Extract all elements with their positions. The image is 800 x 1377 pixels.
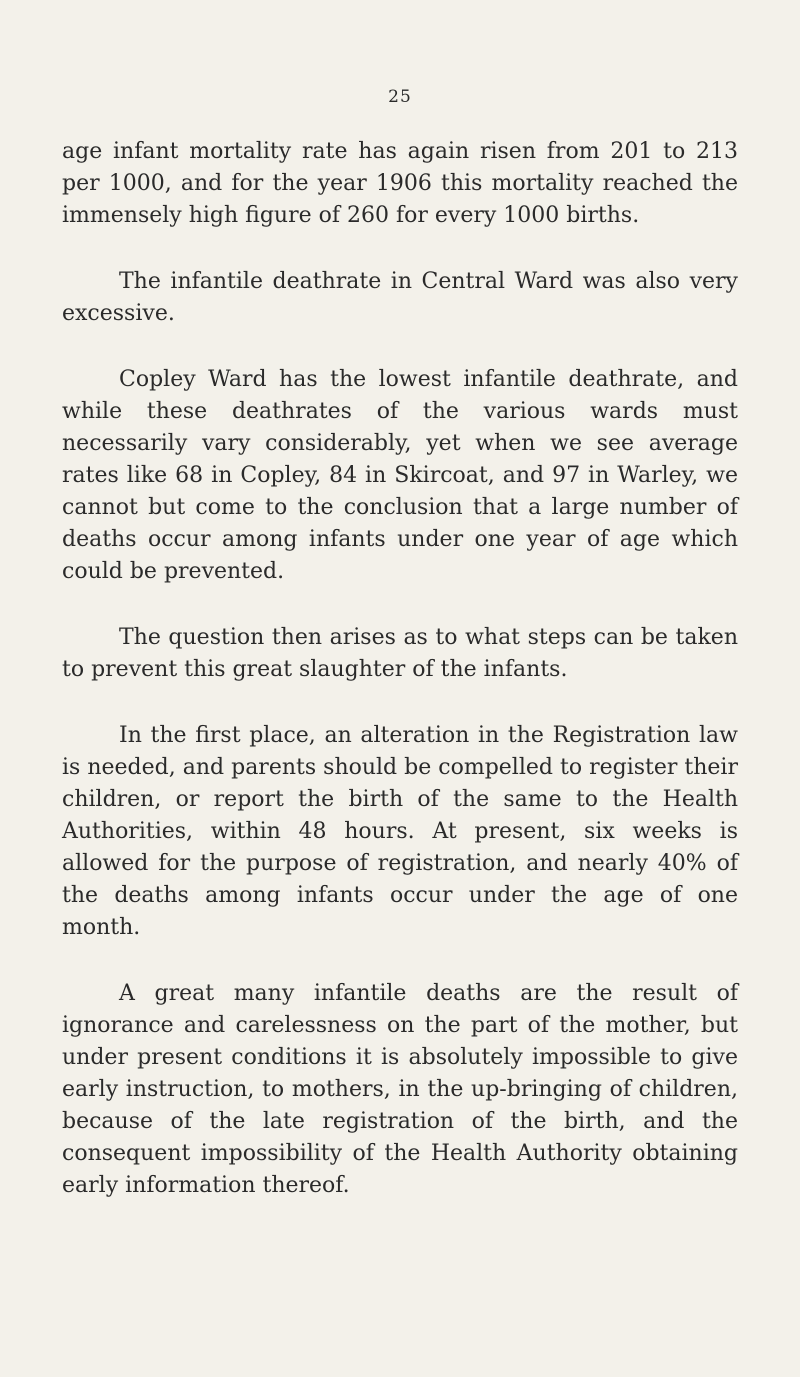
paragraph-question: The question then arises as to what steps can be taken to prevent this great slaughter of the infants. xyxy=(62,625,738,682)
paragraph-registration-law: In the first place, an alteration in the Registration law is needed, and parents should be compelled to register their children, or report the birth of the same to the Health Authorities, within 48 hours. At present, six weeks is allowed for the purpose of registration, and nearly 40% of the deaths among infants occur under the age of one month. xyxy=(62,723,738,940)
page-body xyxy=(62,136,738,1236)
paragraph-copley-ward: Copley Ward has the lowest infantile deathrate, and while these deathrates of the various wards must necessarily vary considerably, yet when we see average rates like 68 in Copley, 84 in Skircoat, and 97 in Warley, we cannot but come to the conclusion that a large number of deaths occur among infants under one year of age which could be prevented. xyxy=(62,367,738,584)
page-number: 25 xyxy=(388,87,412,107)
paragraph-central-ward: The infantile deathrate in Central Ward was also very excessive. xyxy=(62,269,738,326)
paragraph-infant-mortality-continued: age infant mortality rate has again risen from 201 to 213 per 1000, and for the year 1906 this mortality reached the immensely high figure of 260 for every 1000 births. xyxy=(62,139,738,228)
paragraph-ignorance-carelessness: A great many infantile deaths are the result of ignorance and carelessness on the part of the mother, but under present conditions it is absolutely impossible to give early instruction, to mothers, in the up-bringing of children, because of the late registration of the birth, and the consequent impossibility of the Health Authority obtaining early information thereof. xyxy=(62,981,738,1198)
